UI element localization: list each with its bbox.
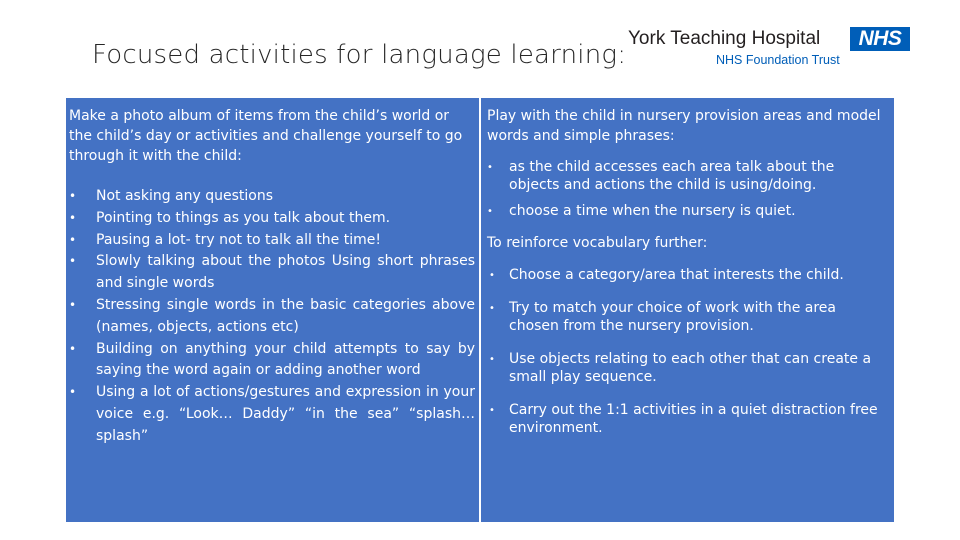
hospital-logo: [628, 26, 910, 72]
nhs-badge: NHS: [850, 27, 910, 51]
reinforce-bullet-list: [487, 267, 888, 438]
list-item-text: Choose a category/area that interests the child.: [509, 266, 844, 283]
list-item: [69, 295, 475, 339]
list-item-text: Stressing single words in the basic categories above (names, objects, actions etc): [96, 296, 475, 335]
bullet-icon: •: [489, 269, 495, 281]
left-intro: Make a photo album of items from the child’s world or the child’s day or activities and challenge yourself to go through it with the child:: [69, 108, 463, 164]
list-item-text: Pointing to things as you talk about them.: [96, 209, 391, 226]
list-item-text: Try to match your choice of work with the area chosen from the nursery provision.: [509, 300, 837, 334]
bullet-icon: •: [489, 354, 495, 365]
bullet-icon: •: [69, 297, 77, 312]
list-item-text: Not asking any questions: [96, 188, 274, 204]
logo-trust-name: NHS Foundation Trust: [716, 53, 840, 67]
bullet-icon: •: [69, 232, 77, 247]
right-panel: [481, 98, 894, 522]
list-item: [487, 267, 888, 285]
list-item-text: Pausing a lot- try not to talk all the time!: [96, 231, 381, 248]
list-item-text: Carry out the 1:1 activities in a quiet distraction free environment.: [509, 402, 878, 436]
bullet-icon: •: [69, 189, 77, 203]
list-item: [487, 300, 888, 335]
list-item: [69, 382, 475, 447]
bullet-icon: •: [487, 162, 493, 173]
logo-hospital-name: York Teaching Hospital: [628, 28, 821, 49]
reinforce-heading: To reinforce vocabulary further:: [487, 234, 708, 251]
bullet-icon: •: [489, 303, 495, 314]
list-item-text: choose a time when the nursery is quiet.: [509, 203, 796, 219]
bullet-icon: •: [69, 341, 77, 356]
list-item: [69, 230, 475, 252]
left-bullet-list: [69, 186, 475, 448]
list-item: [487, 351, 888, 386]
right-intro: Play with the child in nursery provision areas and model words and simple phrases:: [487, 108, 881, 144]
list-item-text: Building on anything your child attempts to say by saying the word again or adding another word: [96, 340, 475, 379]
list-item: [487, 402, 888, 437]
bullet-icon: •: [69, 210, 77, 225]
right-bullet-list: [487, 159, 888, 221]
list-item-text: Use objects relating to each other that can create a small play sequence.: [509, 351, 872, 385]
list-item: [69, 186, 475, 208]
list-item-text: Using a lot of actions/gestures and expression in your voice e.g. “Look… Daddy” “in the sea” “splash…splash”: [96, 384, 475, 444]
list-item-text: as the child accesses each area talk about the objects and actions the child is using/doing.: [509, 159, 835, 193]
list-item: [69, 339, 475, 383]
left-panel: [66, 98, 479, 522]
slide-title: Focused activities for language learning:: [92, 40, 627, 70]
bullet-icon: •: [69, 254, 77, 269]
bullet-icon: •: [487, 206, 493, 217]
list-item: [487, 203, 888, 221]
list-item: [69, 251, 475, 295]
list-item-text: Slowly talking about the photos Using short phrases and single words: [96, 253, 475, 292]
bullet-icon: •: [69, 385, 77, 400]
list-item: [487, 159, 888, 194]
bullet-icon: •: [489, 405, 495, 416]
list-item: [69, 208, 475, 230]
